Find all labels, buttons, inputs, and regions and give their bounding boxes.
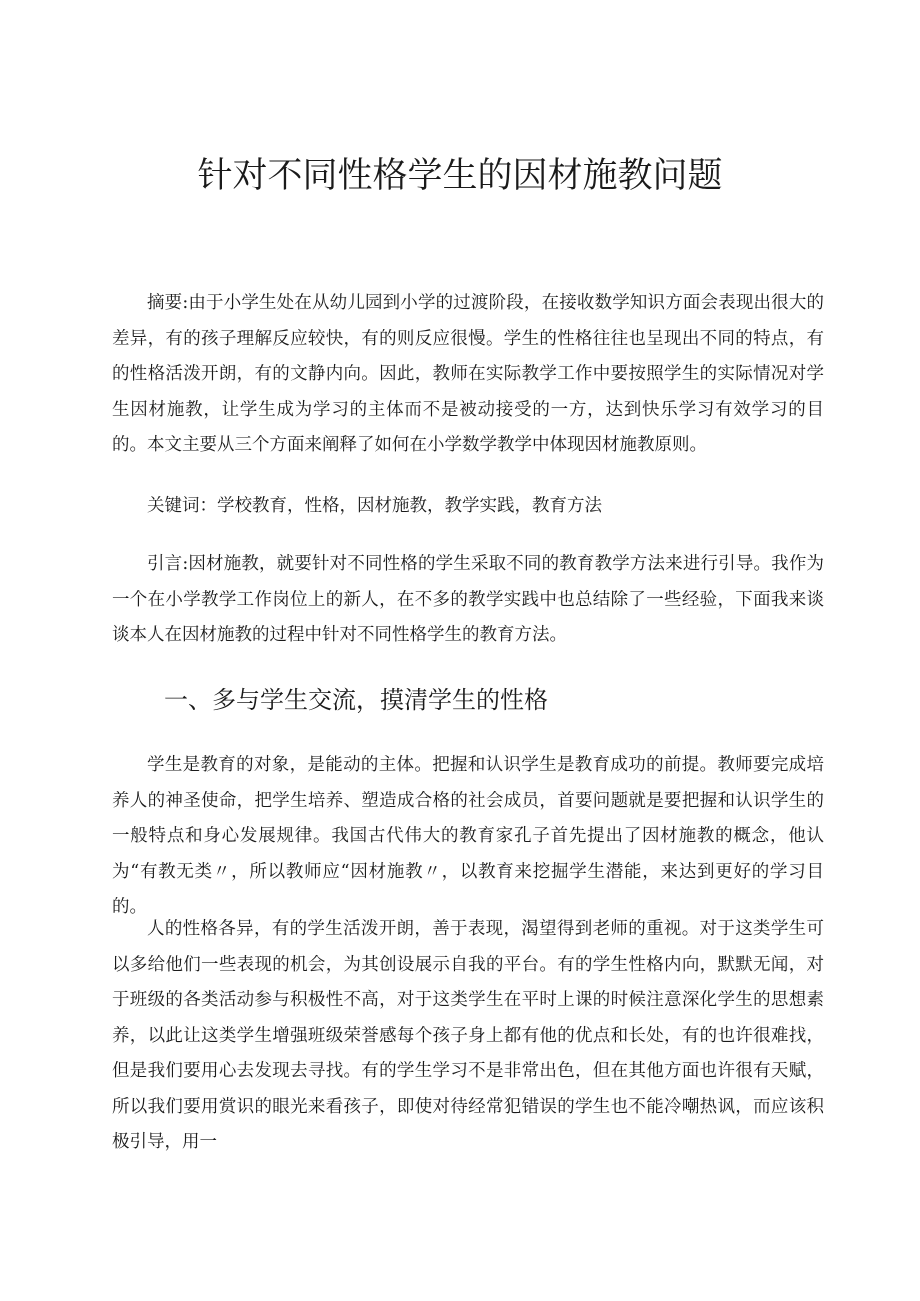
section-heading-1: 一、多与学生交流，摸清学生的性格 bbox=[164, 686, 548, 714]
abstract-paragraph bbox=[112, 286, 824, 464]
section1-paragraph-2: 人的性格各异，有的学生活泼开朗，善于表现，渴望得到老师的重视。对于这类学生可以多给他们一些表现的机会，为其创设展示自我的平台。有的学生性格内向，默默无闻，对于班级的各类活动参与积极性不高，对于这类学生在平时上课的时候注意深化学生的思想素养，以此让这类学生增强班级荣誉感每个孩子身上都有他的优点和长处，有的也许很难找，但是我们要用心去发现去寻找。有的学生学习不是非常出色，但在其他方面也许很有天赋，所以我们要用赏识的眼光来看孩子，即使对待经常犯错误的学生也不能冷嘲热讽，而应该积极引导，用一 bbox=[112, 919, 824, 1152]
introduction-paragraph bbox=[112, 547, 824, 654]
introduction-text: 因材施教，就要针对不同性格的学生采取不同的教育教学方法来进行引导。我作为一个在小学教学工作岗位上的新人，在不多的教学实践中也总结除了一些经验，下面我来谈谈本人在因材施教的过程中针对不同性格学生的教育方法。 bbox=[112, 554, 824, 645]
keywords-text: 学校教育，性格，因材施教，教学实践，教育方法 bbox=[217, 496, 602, 516]
document-title: 针对不同性格学生的因材施教问题 bbox=[197, 156, 723, 196]
introduction-label: 引言: bbox=[147, 554, 189, 574]
keywords-paragraph bbox=[112, 489, 824, 525]
keywords-label: 关键词： bbox=[147, 496, 217, 516]
abstract-label: 摘要: bbox=[147, 293, 189, 313]
section1-paragraph-1: 学生是教育的对象，是能动的主体。把握和认识学生是教育成功的前提。教师要完成培养人的神圣使命，把学生培养、塑造成合格的社会成员，首要问题就是要把握和认识学生的一般特点和身心发展规律。我国古代伟大的教育家孔子首先提出了因材施教的概念，他认为“有教无类〃，所以教师应“因材施教〃，以教育来挖掘学生潜能，来达到更好的学习目的。 bbox=[112, 755, 824, 917]
abstract-text: 由于小学生处在从幼儿园到小学的过渡阶段，在接收数学知识方面会表现出很大的差异，有的孩子理解反应较快，有的则反应很慢。学生的性格往往也呈现出不同的特点，有的性格活泼开朗，有的文静内向。因此，教师在实际教学工作中要按照学生的实际情况对学生因材施教，让学生成为学习的主体而不是被动接受的一方，达到快乐学习有效学习的目的。本文主要从三个方面来阐释了如何在小学数学教学中体现因材施教原则。 bbox=[112, 293, 824, 455]
